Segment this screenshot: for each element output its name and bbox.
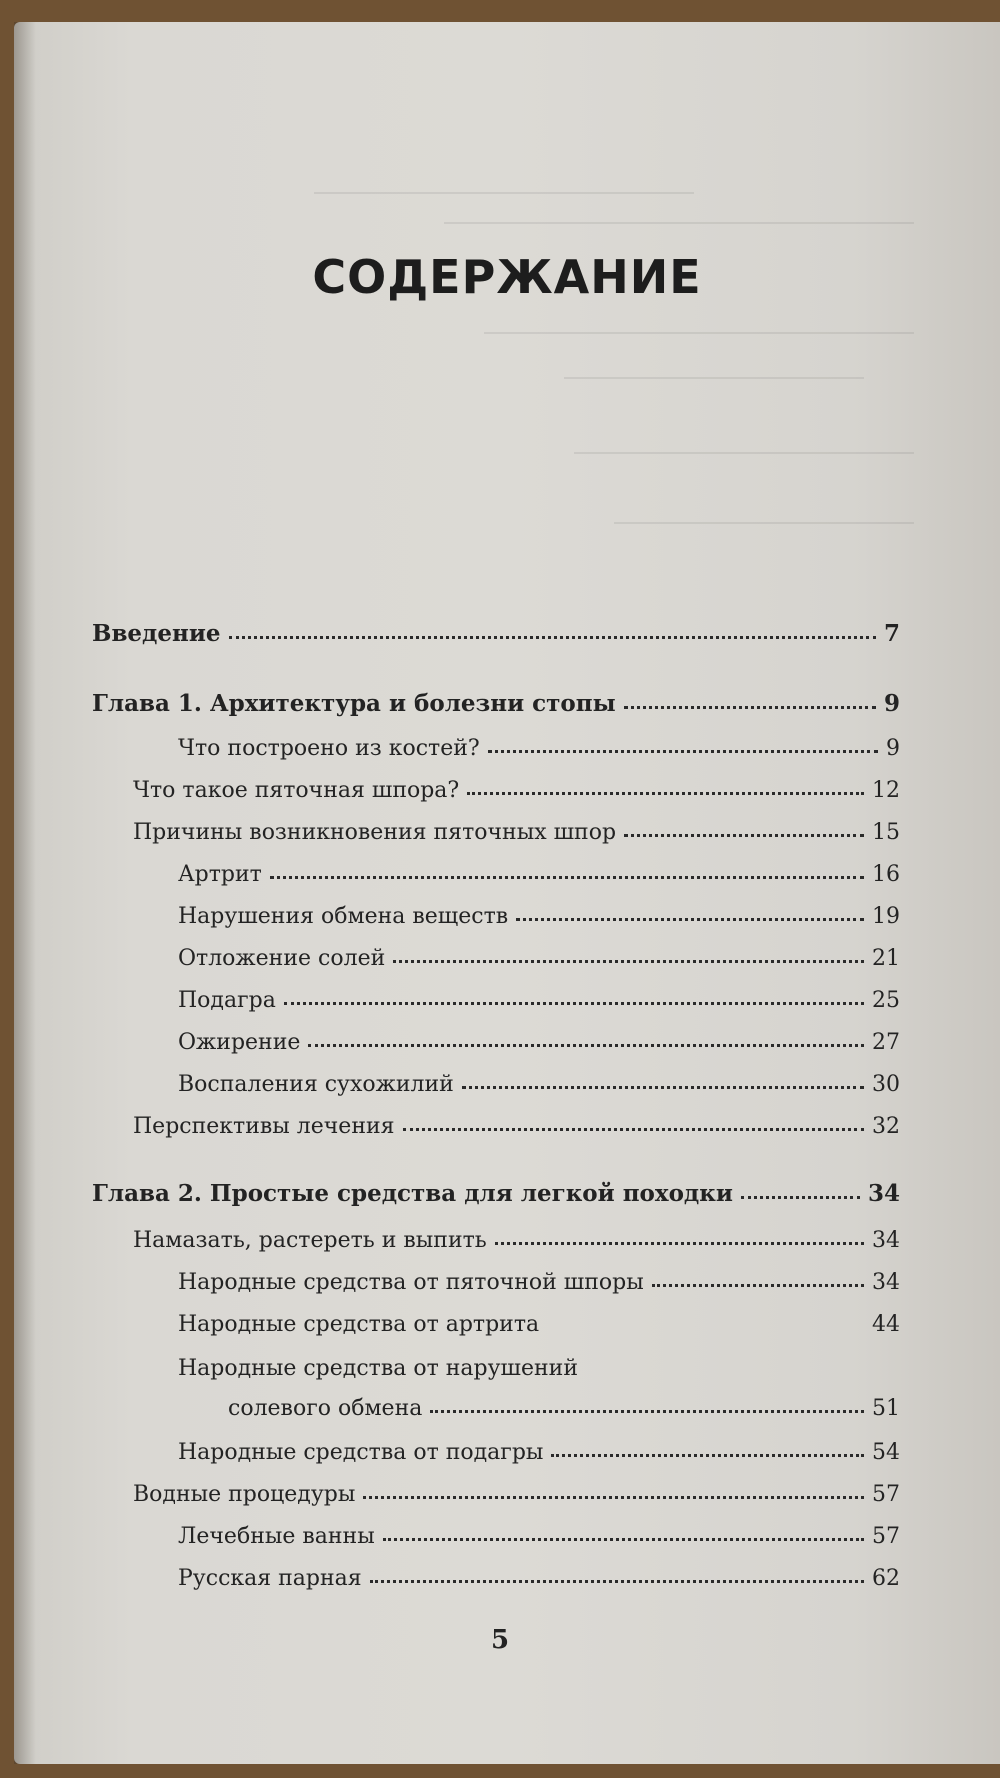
bleed-through-line [484, 322, 914, 334]
toc-entry-label: Водные процедуры [133, 1482, 356, 1507]
toc-entry [178, 1440, 900, 1465]
bleed-through-line [564, 367, 864, 379]
toc-entry-page: 12 [872, 778, 900, 803]
page-number: 5 [490, 1625, 510, 1655]
page-title: СОДЕРЖАНИЕ [312, 250, 702, 304]
toc-entry-label: Перспективы лечения [133, 1114, 395, 1139]
toc-entry-label: Глава 1. Архитектура и болезни стопы [92, 690, 616, 717]
toc-entry-page: 9 [886, 736, 900, 761]
toc-entry-label: Введение [92, 620, 221, 647]
toc-entry [133, 1228, 900, 1253]
toc-entry-page: 9 [883, 690, 900, 717]
toc-entry-label: Лечебные ванны [178, 1524, 375, 1549]
toc-entry-page: 44 [872, 1312, 900, 1337]
leader-dots [624, 706, 876, 709]
leader-dots [516, 918, 864, 921]
toc-entry-page: 15 [872, 820, 900, 845]
toc-entry-introduction [92, 620, 900, 647]
toc-entry-page: 21 [872, 946, 900, 971]
toc-entry [178, 946, 900, 971]
leader-dots [308, 1044, 864, 1047]
leader-dots [270, 876, 864, 879]
toc-entry-page: 34 [872, 1270, 900, 1295]
toc-entry-label-line2: солевого обмена [228, 1396, 423, 1421]
leader-dots [488, 750, 878, 753]
leader-dots [383, 1538, 864, 1541]
toc-entry-page: 34 [867, 1180, 900, 1207]
toc-entry [178, 1524, 900, 1549]
bleed-through-line [574, 442, 914, 454]
toc-entry [133, 778, 900, 803]
bleed-through-line [444, 212, 914, 224]
toc-entry-label: Глава 2. Простые средства для легкой походки [92, 1180, 733, 1207]
toc-entry [178, 988, 900, 1013]
toc-entry [178, 1312, 900, 1337]
leader-dots [495, 1242, 864, 1245]
toc-entry-page: 57 [872, 1482, 900, 1507]
toc-entry [133, 1482, 900, 1507]
toc-entry [178, 1072, 900, 1097]
leader-dots [363, 1496, 864, 1499]
toc-entry-page: 7 [883, 620, 900, 647]
toc-entry-page: 16 [872, 862, 900, 887]
leader-dots [467, 792, 864, 795]
toc-entry [178, 1566, 900, 1591]
toc-entry [178, 904, 900, 929]
toc-entry-label: Воспаления сухожилий [178, 1072, 454, 1097]
leader-dots [551, 1454, 864, 1457]
toc-entry-label: Народные средства от подагры [178, 1440, 544, 1465]
toc-entry [133, 820, 900, 845]
toc-entry-label: Намазать, растереть и выпить [133, 1228, 487, 1253]
toc-entry-label-line1: Народные средства от нарушений [178, 1356, 578, 1381]
toc-entry-page: 57 [872, 1524, 900, 1549]
leader-dots [370, 1580, 864, 1583]
toc-entry [178, 1270, 900, 1295]
leader-dots [229, 636, 876, 639]
leader-dots [741, 1196, 860, 1199]
toc-entry-label: Ожирение [178, 1030, 301, 1055]
toc-entry [133, 1114, 900, 1139]
toc-entry-label: Причины возникновения пяточных шпор [133, 820, 617, 845]
toc-entry-label: Артрит [178, 862, 262, 887]
toc-entry-page: 54 [872, 1440, 900, 1465]
leader-dots [430, 1410, 864, 1413]
toc-entry [178, 862, 900, 887]
toc-entry-label: Народные средства от пяточной шпоры [178, 1270, 644, 1295]
leader-dots [624, 834, 864, 837]
toc-entry [178, 736, 900, 761]
leader-dots [284, 1002, 864, 1005]
toc-entry-label: Что построено из костей? [178, 736, 480, 761]
toc-entry-label: Подагра [178, 988, 276, 1013]
toc-entry-label: Отложение солей [178, 946, 386, 971]
toc-entry-page: 19 [872, 904, 900, 929]
leader-dots [462, 1086, 864, 1089]
toc-entry-label: Русская парная [178, 1566, 362, 1591]
leader-dots [393, 960, 864, 963]
toc-entry-page: 51 [872, 1396, 900, 1421]
toc-entry-chapter-2 [92, 1180, 900, 1207]
toc-entry-page: 27 [872, 1030, 900, 1055]
toc-entry [228, 1396, 900, 1421]
leader-dots [403, 1128, 864, 1131]
bleed-through-line [314, 182, 694, 194]
toc-entry-label: Что такое пяточная шпора? [133, 778, 460, 803]
toc-entry-label: Нарушения обмена веществ [178, 904, 509, 929]
bleed-through-line [614, 512, 914, 524]
toc-entry [178, 1030, 900, 1055]
toc-entry-page: 32 [872, 1114, 900, 1139]
leader-dots [652, 1284, 864, 1287]
toc-entry-label: Народные средства от артрита [178, 1312, 540, 1337]
toc-entry-chapter-1 [92, 690, 900, 717]
toc-entry-page: 30 [872, 1072, 900, 1097]
toc-entry-page: 62 [872, 1566, 900, 1591]
toc-entry-page: 25 [872, 988, 900, 1013]
toc-entry-page: 34 [872, 1228, 900, 1253]
